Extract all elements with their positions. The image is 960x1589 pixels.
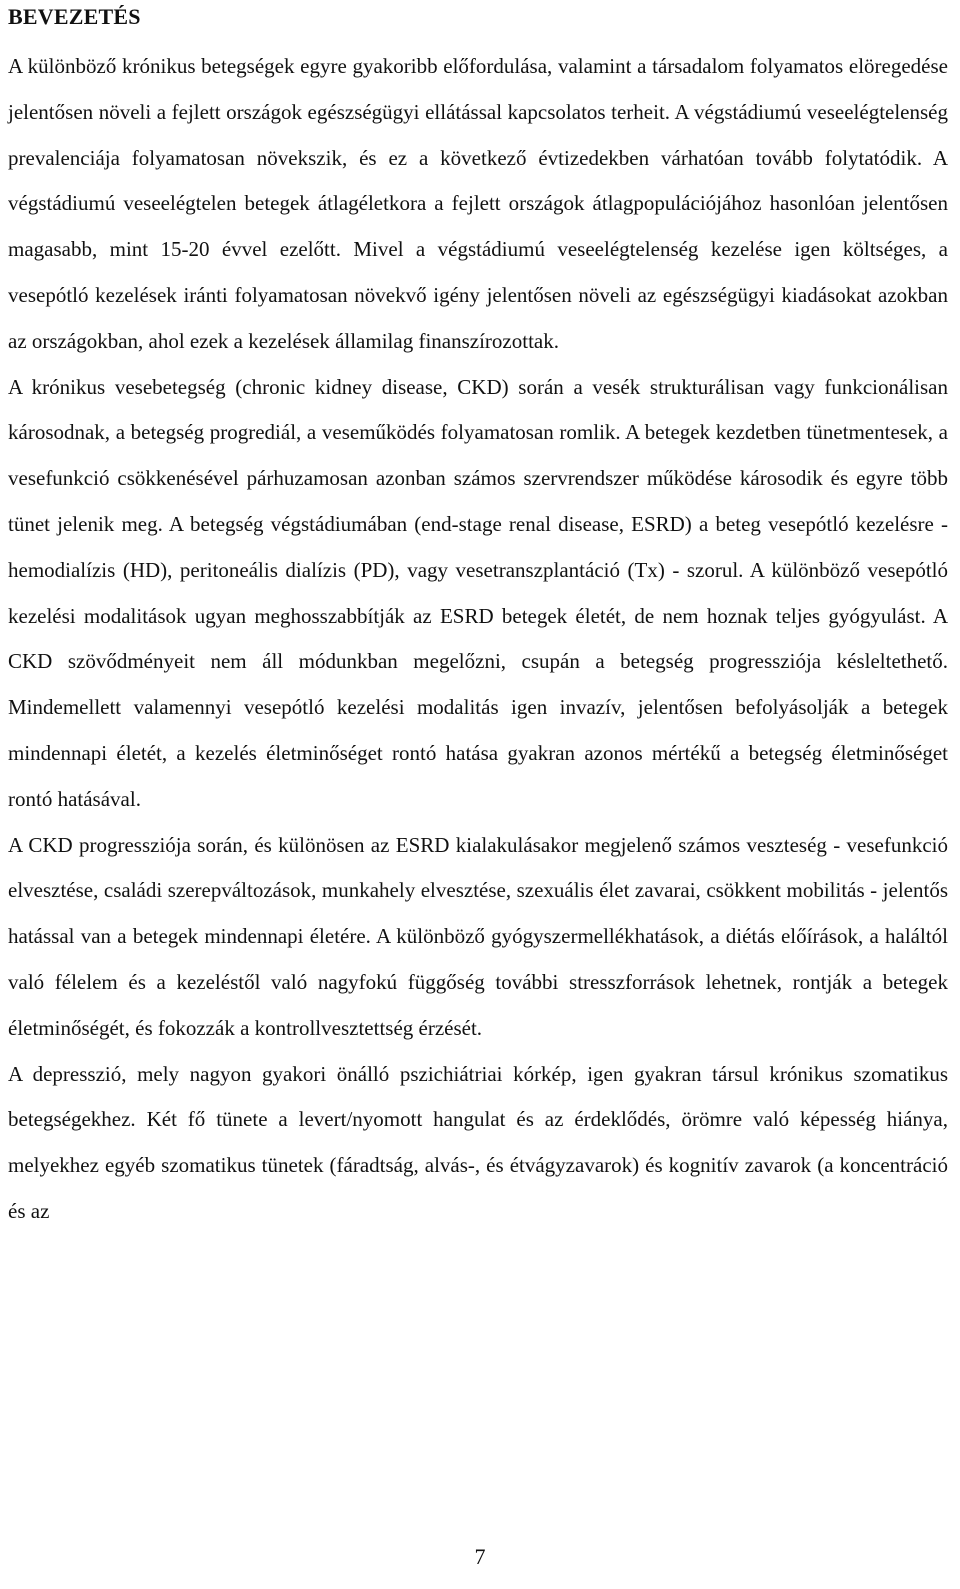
page-number: 7 bbox=[474, 1544, 486, 1569]
paragraph-3: A CKD progressziója során, és különösen az ESRD kialakulásakor megjelenő számos veszteség - vesefunkció elvesztése, családi szerepváltozások, munkahely elvesztése, szexuális élet zavarai, csökkent mobilitás - jelentős hatással van a betegek mindennapi életére. A különböző gyógyszermellékhatások, a diétás előírások, a haláltól való félelem és a kezeléstől való nagyfokú függőség további stresszforrások lehetnek, rontják a betegek életminőségét, és fokozzák a kontrollvesztettség érzését. bbox=[8, 832, 948, 1040]
paragraph-2: A krónikus vesebetegség (chronic kidney disease, CKD) során a vesék strukturálisan vagy funkcionálisan károsodnak, a betegség progrediál, a veseműködés folyamatosan romlik. A betegek kezdetben tünetmentesek, a vesefunkció csökkenésével párhuzamosan azonban számos szervrendszer működése károsodik és egyre több tünet jelenik meg. A betegség végstádiumában (end-stage renal disease, ESRD) a beteg vesepótló kezelésre - hemodialízis (HD), peritoneális dialízis (PD), vagy vesetranszplantáció (Tx) - szorul. A különböző vesepótló kezelési modalitások ugyan meghosszabbítják az ESRD betegek életét, de nem hoznak teljes gyógyulást. A CKD szövődményeit nem áll módunkban megelőzni, csupán a betegség progressziója késleltethető. Mindemellett valamennyi vesepótló kezelési modalitás igen invazív, jelentősen befolyásolják a betegek mindennapi életét, a kezelés életminőséget rontó hatása gyakran azonos mértékű a betegség életminőséget rontó hatásával. bbox=[8, 374, 948, 811]
section-heading: BEVEZETÉS bbox=[8, 4, 141, 29]
paragraph-4: A depresszió, mely nagyon gyakori önálló pszichiátriai kórkép, igen gyakran társul krónikus szomatikus betegségekhez. Két fő tünete a levert/nyomott hangulat és az érdeklődés, örömre való képesség hiánya, melyekhez egyéb szomatikus tünetek (fáradtság, alvás-, és étvágyzavarok) és kognitív zavarok (a koncentráció és az bbox=[8, 1061, 948, 1223]
document-page bbox=[8, 0, 948, 1235]
paragraph-1: A különböző krónikus betegségek egyre gyakoribb előfordulása, valamint a társadalom folyamatos elöregedése jelentősen növeli a fejlett országok egészségügyi ellátással kapcsolatos terheit. A végstádiumú veseelégtelenség prevalenciája folyamatosan növekszik, és ez a következő évtizedekben várhatóan tovább folytatódik. A végstádiumú veseelégtelen betegek átlagéletkora a fejlett országok átlagpopulációjához hasonlóan jelentősen magasabb, mint 15-20 évvel ezelőtt. Mivel a végstádiumú veseelégtelenség kezelése igen költséges, a vesepótló kezelések iránti folyamatosan növekvő igény jelentősen növeli az egészségügyi kiadásokat azokban az országokban, ahol ezek a kezelések államilag finanszírozottak. bbox=[8, 54, 948, 353]
